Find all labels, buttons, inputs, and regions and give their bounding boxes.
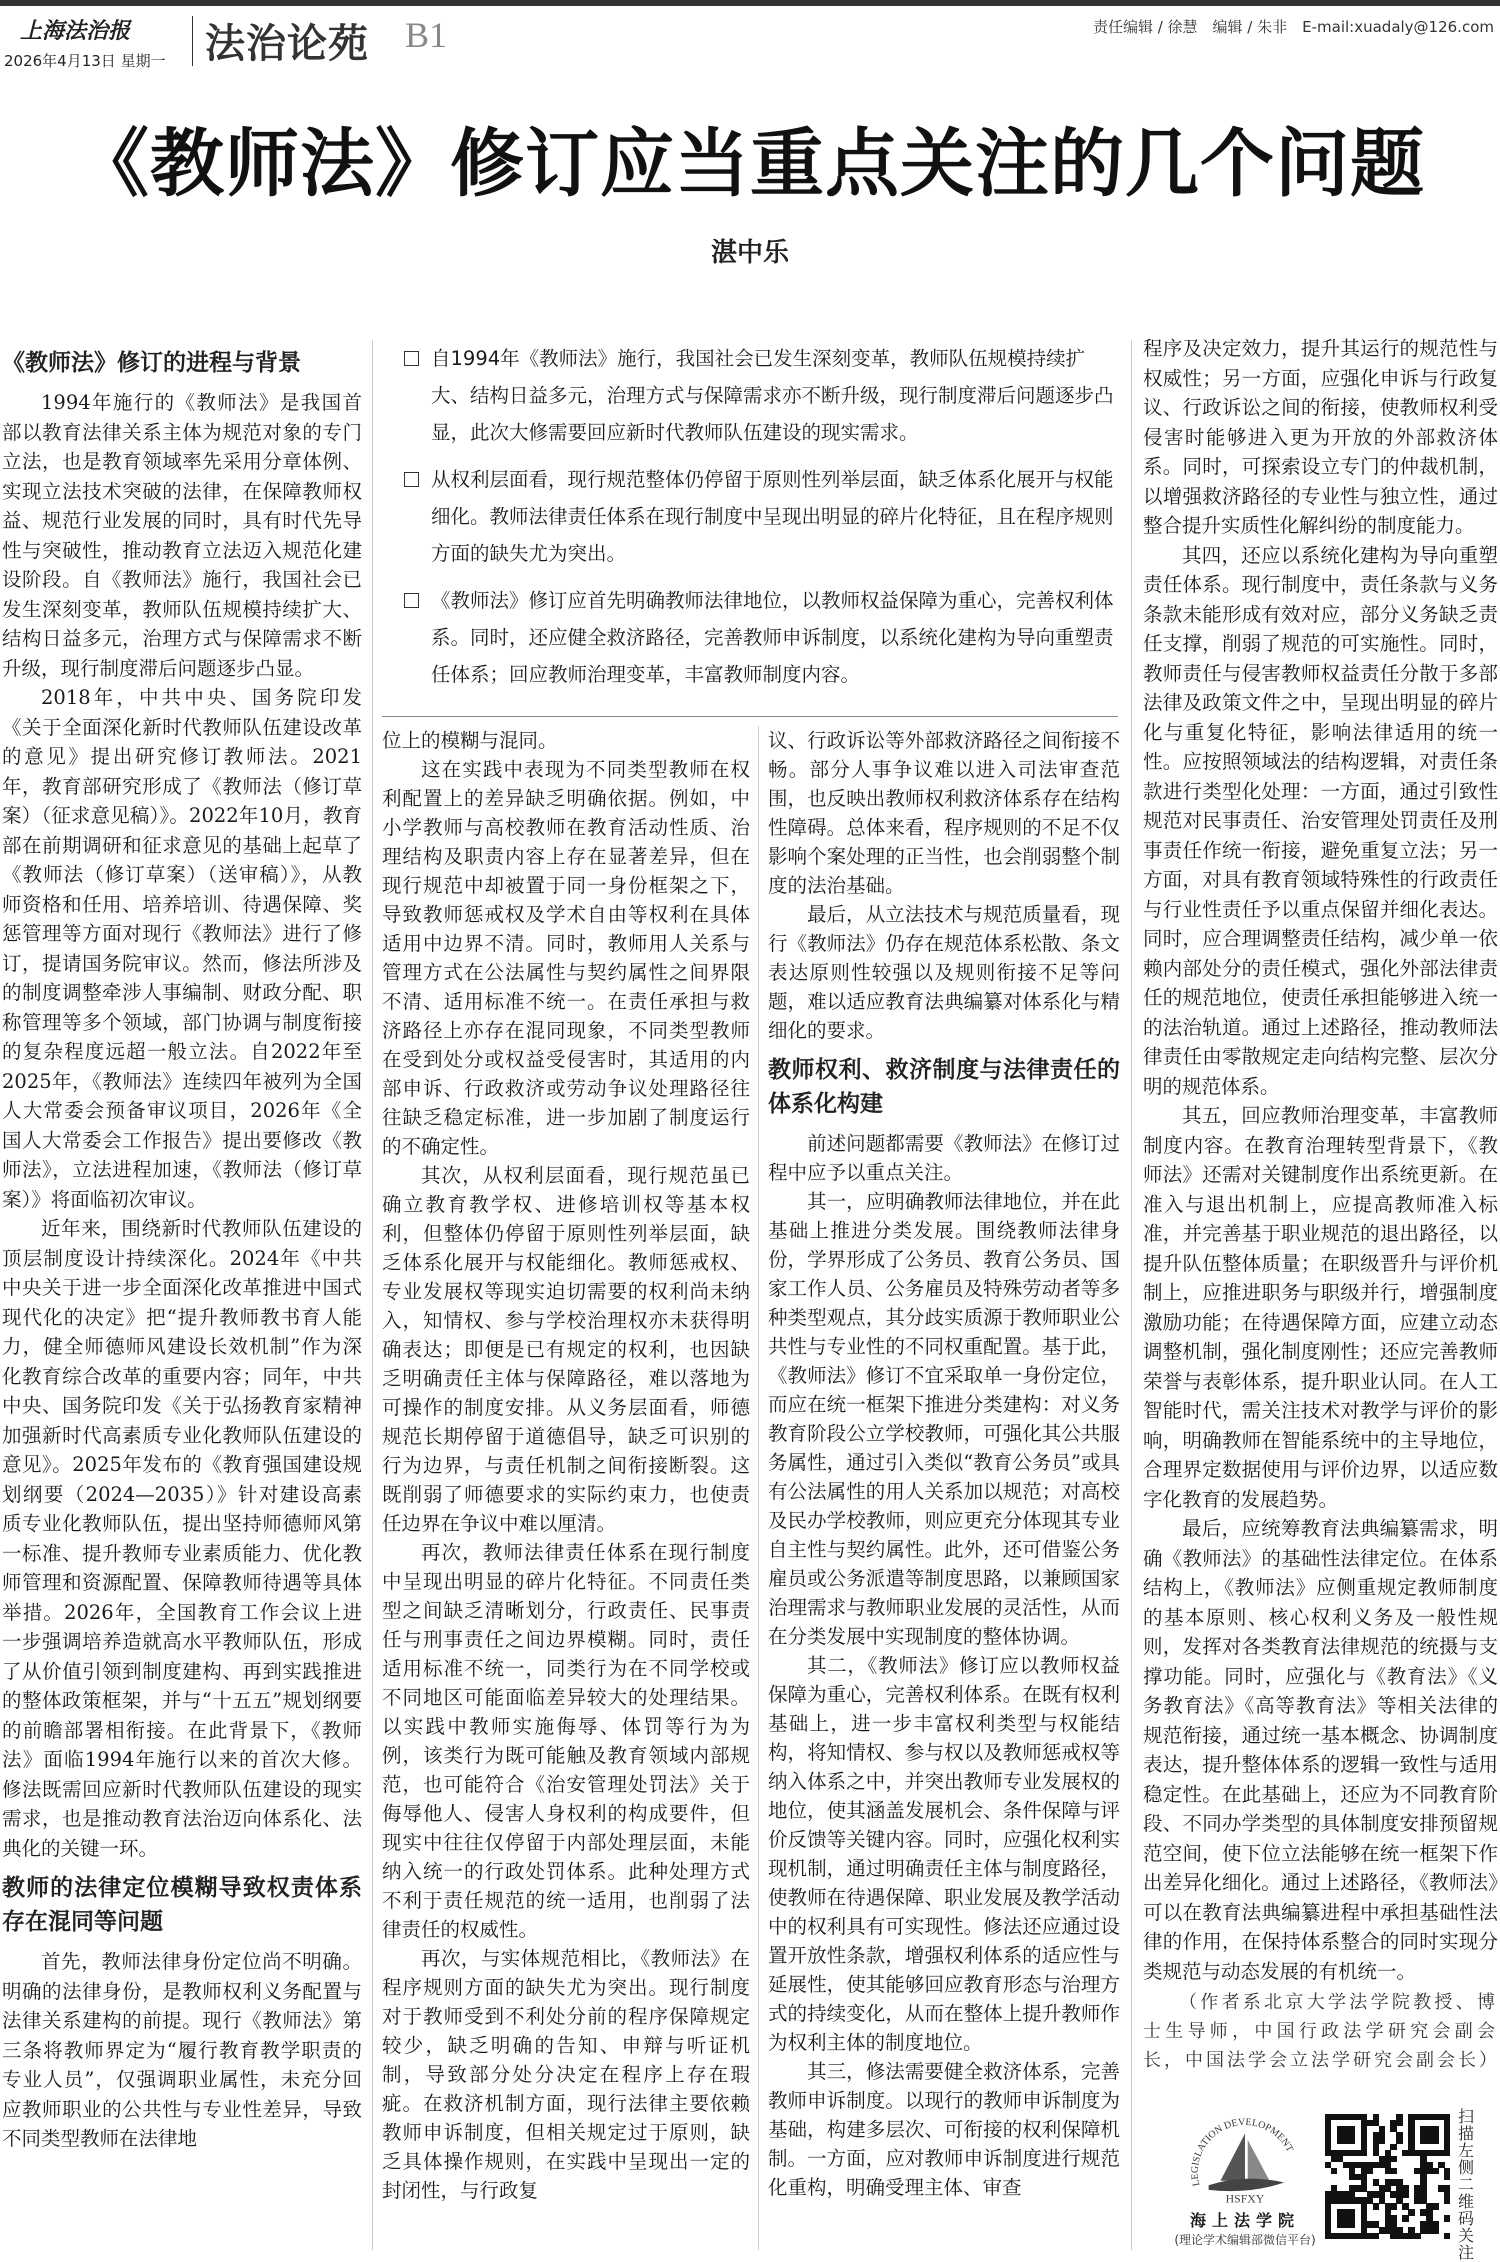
- qr-module: [1432, 2203, 1438, 2209]
- qr-module: [1361, 2150, 1367, 2156]
- newspaper-logo: 上海法治报: [20, 18, 131, 44]
- article-column-1: [2, 346, 362, 2154]
- scan-hint: 扫描左侧二维码关注: [1458, 2107, 1475, 2262]
- qr-module: [1373, 2233, 1379, 2239]
- qr-module: [1402, 2191, 1408, 2197]
- issue-date: 2026年4月13日 星期一: [4, 52, 166, 70]
- qr-module: [1390, 2156, 1396, 2162]
- body-paragraph: 议、行政诉讼等外部救济路径之间衔接不畅。部分人事争议难以进入司法审查范围，也反映出教师权利救济体系存在结构性障碍。总体来看，程序规则的不足不仅影响个案处理的正当性，也会削弱整个制度的法治基础。: [768, 729, 1120, 897]
- qr-module: [1390, 2168, 1396, 2174]
- summary-text: 从权利层面看，现行规范整体仍停留于原则性列举层面，缺乏体系化展开与权能细化。教师法律责任体系在现行制度中呈现出明显的碎片化特征，且在程序规则方面的缺失尤为突出。: [431, 468, 1114, 565]
- masthead: [0, 8, 1500, 68]
- qr-module: [1402, 2215, 1408, 2221]
- body-paragraph: 其三，修法需要健全救济体系，完善教师申诉制度。以现行的教师申诉制度为基础，构建多层次、可衔接的权利保障机制。一方面，应对教师申诉制度进行规范化重构，明确受理主体、审查: [768, 2060, 1120, 2199]
- qr-module: [1414, 2233, 1420, 2239]
- body-paragraph: 最后，应统筹教育法典编纂需求，明确《教师法》的基础性法律定位。在体系结构上，《教师法》应侧重规定教师制度的基本原则、核心权利义务及一般性规则，发挥对各类教育法律规范的统摄与支撑功能。同时，应强化与《教育法》《义务教育法》《高等教育法》等相关法律的规范衔接，通过统一基本概念、协调制度表达，提升整体体系的逻辑一致性与适用稳定性。在此基础上，还应为不同教育阶段、不同办学类型的具体制度安排预留规范空间，使下位立法能够在统一框架下作出差异化细化。通过上述路径，《教师法》可以在教育法典编纂进程中承担基础性法律的作用，在保持体系整合的同时实现分类规范与动态发展的有机统一。: [1143, 1517, 1498, 1983]
- section-heading: 教师权利、救济制度与法律责任的体系化构建: [768, 1057, 1120, 1117]
- qr-module: [1444, 2174, 1450, 2180]
- body-paragraph: 其次，从权利层面看，现行规范虽已确立教育教学权、进修培训权等基本权利，但整体仍停留于原则性列举层面，缺乏体系化展开与权能细化。教师惩戒权、专业发展权等现实迫切需要的权利尚未纳入，知情权、参与学校治理权亦未获得明确表达；即便是已有规定的权利，也因缺乏明确责任主体与保障路径，难以落地为可操作的制度安排。从义务层面看，师德规范长期停留于道德倡导，缺乏可识别的行为边界，与责任机制之间衔接断裂。这既削弱了师德要求的实际约束力，也使责任边界在争议中难以厘清。: [382, 1164, 750, 1535]
- summary-item: [404, 582, 1118, 693]
- section-name: 法治论苑: [205, 21, 369, 67]
- article-author: 湛中乐: [710, 238, 789, 268]
- body-paragraph: 近年来，围绕新时代教师队伍建设的顶层制度设计持续深化。2024年《中共中央关于进一步全面深化改革推进中国式现代化的决定》把“提升教师教书育人能力，健全师德师风建设长效机制”作为深化教育综合改革的重要内容；同年，中共中央、国务院印发《关于弘扬教育家精神加强新时代高素质专业化教师队伍建设的意见》。2025年发布的《教育强国建设规划纲要（2024—2035）》针对建设高素质专业化教师队伍，提出坚持师德师风第一标准、提升教师专业素质能力、优化教师管理和资源配置、保障教师待遇等具体举措。2026年，全国教育工作会议上进一步强调培养造就高水平教师队伍，形成了从价值引领到制度建构、再到实践推进的整体政策框架，并与“十五五”规划纲要的前瞻部署相衔接。在此背景下，《教师法》面临1994年施行以来的首次大修。修法既需回应新时代教师队伍建设的现实需求，也是推动教育法治迈向体系化、法典化的关键一环。: [2, 1217, 362, 1860]
- qr-code[interactable]: [1325, 2114, 1450, 2239]
- qr-module: [1444, 2150, 1450, 2156]
- platform-name: 海上法学院: [1189, 2211, 1300, 2230]
- section-heading: 《教师法》修订的进程与背景: [2, 350, 301, 376]
- author-bio-note: （作者系北京大学法学院教授、博士生导师，中国行政法学研究会副会长，中国法学会立法学研究会副会长）: [1143, 1992, 1500, 2071]
- body-paragraph: 位上的模糊与混同。: [382, 729, 558, 752]
- svg-text:LEGISLATION DEVELOPMENT: LEGISLATION DEVELOPMENT: [1189, 2116, 1296, 2188]
- column-rule: [1131, 340, 1132, 2250]
- column-rule: [372, 340, 373, 2250]
- qr-module: [1379, 2138, 1385, 2144]
- checkbox-bullet-icon: [404, 351, 419, 366]
- summary-box: [404, 340, 1118, 710]
- body-paragraph: 前述问题都需要《教师法》在修订过程中应予以重点关注。: [768, 1132, 1120, 1184]
- body-paragraph: 其四，还应以系统化建构为导向重塑责任体系。现行制度中，责任条款与义务条款未能形成有效对应，部分义务缺乏责任支撑，削弱了规范的可实施性。同时，教师责任与侵害教师权益责任分散于多部法律及政策文件之中，呈现出明显的碎片化与重复化特征，影响法律适用的统一性。应按照领域法的结构逻辑，对责任条款进行类型化处理：一方面，通过引致性规范对民事责任、治安管理处罚责任及刑事责任作统一衔接，避免重复立法；另一方面，对具有教育领域特殊性的行政责任与行业性责任予以重点保留并细化表达。同时，应合理调整责任结构，减少单一依赖内部处分的责任模式，强化外部法律责任的规范地位，使责任承担能够进入统一的法治轨道。通过上述路径，推动教师法律责任由零散规定走向结构完整、层次分明的规范体系。: [1143, 543, 1498, 1098]
- article-column-4: [1143, 334, 1498, 2075]
- platform-emblem: [1170, 2108, 1320, 2253]
- qr-module: [1432, 2168, 1438, 2174]
- body-paragraph: 1994年施行的《教师法》是我国首部以教育法律关系主体为规范对象的专门立法，也是教育领域率先采用分章体例、实现立法技术突破的法律，在保障教师权益、规范行业发展的同时，具有时代先导性与突破性，推动教育立法迈入规范化建设阶段。自《教师法》施行，我国社会已发生深刻变革，教师队伍规模持续扩大、结构日益多元，治理方式与保障需求不断升级，现行制度滞后问题逐步凸显。: [2, 391, 362, 680]
- checkbox-bullet-icon: [404, 593, 419, 608]
- article-title: 《教师法》修订应当重点关注的几个问题: [75, 121, 1425, 207]
- qr-module: [1444, 2233, 1450, 2239]
- qr-module: [1444, 2215, 1450, 2221]
- page-number: B1: [405, 15, 448, 55]
- platform-subtitle: (理论学术编辑部微信平台): [1174, 2233, 1316, 2247]
- qr-module: [1444, 2197, 1450, 2203]
- body-paragraph: 2018年，中共中央、国务院印发《关于全面深化新时代教师队伍建设改革的意见》提出研究修订教师法。2021年，教育部研究形成了《教师法（修订草案）（征求意见稿）》。2022年10月，教育部在前期调研和征求意见的基础上起草了《教师法（修订草案）（送审稿）》，从教师资格和任用、培养培训、待遇保障、奖惩管理等方面对现行《教师法》进行了修订，提请国务院审议。然而，修法所涉及的制度调整牵涉人事编制、财政分配、职称管理等多个领域，部门协调与制度衔接的复杂程度远超一般立法。自2022年至2025年，《教师法》连续四年被列为全国人大常委会预备审议项目，2026年《全国人大常委会工作报告》提出要修改《教师法》，立法进程加速，《教师法（修订草案）》将面临初次审议。: [2, 686, 362, 1211]
- summary-item: [404, 340, 1118, 451]
- summary-divider: [382, 716, 1118, 717]
- body-paragraph: 首先，教师法律身份定位尚不明确。明确的法律身份，是教师权利义务配置与法律关系建构的前提。现行《教师法》第三条将教师界定为“履行教育教学职责的专业人员”，仅强调职业属性，未充分回应教师职业的公共性与专业性差异，导致不同类型教师在法律地: [2, 1950, 362, 2150]
- summary-text: 《教师法》修订应首先明确教师法律地位，以教师权益保障为重心，完善权利体系。同时，还应健全救济路径，完善教师申诉制度，以系统化建构为导向重塑责任体系；回应教师治理变革，丰富教师制度内容。: [431, 589, 1114, 686]
- sailboat-logo-icon: [1185, 2108, 1305, 2208]
- qr-module: [1349, 2138, 1355, 2144]
- editor-credits: 责任编辑 / 徐慧 编辑 / 朱非 E-mail:xuadaly@126.com: [1092, 18, 1494, 36]
- qr-module: [1432, 2138, 1438, 2144]
- column-rule: [758, 726, 759, 2250]
- section-heading: 教师的法律定位模糊导致权责体系存在混同等问题: [2, 1875, 362, 1935]
- body-paragraph: 其一，应明确教师法律地位，并在此基础上推进分类发展。围绕教师法律身份，学界形成了公务员、教育公务员、国家工作人员、公务雇员及特殊劳动者等多种类型观点，其分歧实质源于教师职业公共性与专业性的不同权重配置。基于此，《教师法》修订不宜采取单一身份定位，而应在统一框架下推进分类建构：对义务教育阶段公立学校教师，可强化其公共服务属性，通过引入类似“教育公务员”或具有公法属性的用人关系加以规范；对高校及民办学校教师，则应更充分体现其专业自主性与契约属性。此外，还可借鉴公务雇员或公务派遣等制度思路，以兼顾国家治理需求与教师职业发展的灵活性，从而在分类发展中实现制度的整体协调。: [768, 1190, 1120, 1648]
- masthead-divider: [192, 16, 193, 66]
- top-rule: [0, 0, 1500, 6]
- body-paragraph: 其二，《教师法》修订应以教师权益保障为重心，完善权利体系。在既有权利基础上，进一步丰富权利类型与权能结构，将知情权、参与权以及教师惩戒权等纳入体系之中，并突出教师专业发展权的地位，使其涵盖发展机会、条件保障与评价反馈等关键内容。同时，应强化权利实现机制，通过明确责任主体与制度路径，使教师在待遇保障、职业发展及教学活动中的权利具有可实现性。修法还应通过设置开放性条款，增强权利体系的适应性与延展性，使其能够回应教育形态与治理方式的持续变化，从而在整体上提升教师作为权利主体的制度地位。: [768, 1654, 1120, 2054]
- qr-module: [1390, 2203, 1396, 2209]
- body-paragraph: 程序及决定效力，提升其运行的规范性与权威性；另一方面，应强化申诉与行政复议、行政诉讼之间的衔接，使教师权利受侵害时能够进入更为开放的外部救济体系。同时，可探索设立专门的仲裁机制，以增强救济路径的专业性与独立性，通过整合提升实质性化解纠纷的制度能力。: [1143, 337, 1498, 537]
- qr-module: [1432, 2227, 1438, 2233]
- qr-module: [1396, 2120, 1402, 2126]
- qr-module: [1396, 2138, 1402, 2144]
- summary-item: [404, 461, 1118, 572]
- body-paragraph: 其五，回应教师治理变革，丰富教师制度内容。在教育治理转型背景下，《教师法》还需对关键制度作出系统更新。在准入与退出机制上，应提高教师准入标准，并完善基于职业规范的退出路径，以提升队伍整体质量；在职级晋升与评价机制上，应推进职务与职级并行，增强制度激励功能；在待遇保障方面，应建立动态调整机制，强化制度刚性；还应完善教师荣誉与表彰体系，提升职业认同。在人工智能时代，需关注技术对教学与评价的影响，明确教师在智能系统中的主导地位，合理界定数据使用与评价边界，以适应数字化教育的发展趋势。: [1143, 1104, 1498, 1511]
- qr-module: [1408, 2209, 1414, 2215]
- summary-text: 自1994年《教师法》施行，我国社会已发生深刻变革，教师队伍规模持续扩大、结构日益多元，治理方式与保障需求亦不断升级，现行制度滞后问题逐步凸显，此次大修需要回应新时代教师队伍建设的现实需求。: [431, 347, 1114, 444]
- qr-module: [1331, 2168, 1337, 2174]
- qr-module: [1373, 2203, 1379, 2209]
- article-column-3: [768, 726, 1120, 2202]
- qr-module: [1367, 2168, 1373, 2174]
- wechat-promo: [1170, 2107, 1500, 2262]
- checkbox-bullet-icon: [404, 472, 419, 487]
- svg-text:HSFXY: HSFXY: [1225, 2191, 1265, 2206]
- body-paragraph: 再次，与实体规范相比，《教师法》在程序规则方面的缺失尤为突出。现行制度对于教师受到不利处分前的程序保障规定较少，缺乏明确的告知、申辩与听证机制，导致部分处分决定在程序上存在瑕疵。在救济机制方面，现行法律主要依赖教师申诉制度，但相关规定过于原则，缺乏具体操作规则，在实践中呈现出一定的封闭性，与行政复: [382, 1947, 750, 2202]
- body-paragraph: 这在实践中表现为不同类型教师在权利配置上的差异缺乏明确依据。例如，中小学教师与高校教师在教育活动性质、治理结构及职责内容上存在显著差异，但在现行规范中却被置于同一身份框架之下，导致教师惩戒权及学术自由等权利在具体适用中边界不清。同时，教师用人关系与管理方式在公法属性与契约属性之间界限不清、适用标准不统一。在责任承担与救济路径上亦存在混同现象，不同类型教师在受到处分或权益受侵害时，其适用的内部申诉、行政救济或劳动争议处理路径往往缺乏稳定标准，进一步加剧了制度运行的不确定性。: [382, 758, 750, 1158]
- qr-module: [1390, 2144, 1396, 2150]
- article-column-2: [382, 726, 750, 2205]
- body-paragraph: 最后，从立法技术与规范质量看，现行《教师法》仍存在规范体系松散、条文表达原则性较强以及规则衔接不足等问题，难以适应教育法典编纂对体系化与精细化的要求。: [768, 903, 1120, 1042]
- qr-module: [1349, 2221, 1355, 2227]
- body-paragraph: 再次，教师法律责任体系在现行制度中呈现出明显的碎片化特征。不同责任类型之间缺乏清晰划分，行政责任、民事责任与刑事责任之间边界模糊。同时，责任适用标准不统一，同类行为在不同学校或不同地区可能面临差异较大的处理结果。以实践中教师实施侮辱、体罚等行为为例，该类行为既可能触及教育领域内部规范，也可能符合《治安管理处罚法》关于侮辱他人、侵害人身权利的构成要件，但现实中往往仅停留于内部处理层面，未能纳入统一的行政处罚体系。此种处理方式不利于责任规范的统一适用，也削弱了法律责任的权威性。: [382, 1541, 750, 1941]
